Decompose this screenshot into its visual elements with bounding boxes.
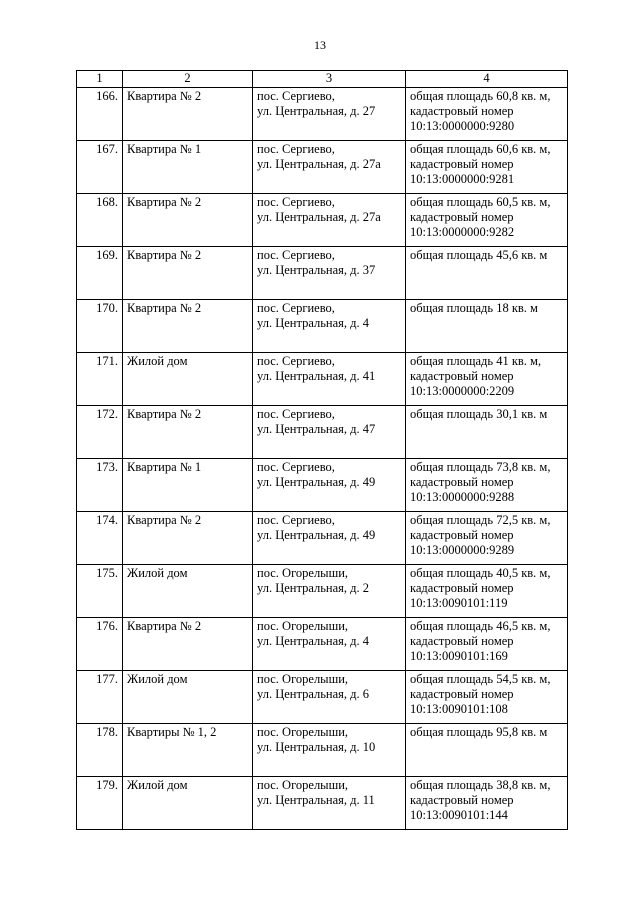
- address-cell: [253, 724, 406, 777]
- address-line: пос. Сергиево,: [257, 195, 335, 209]
- description-cell: [406, 618, 568, 671]
- description-line: 10:13:0000000:2209: [410, 384, 515, 398]
- table-row: [77, 618, 568, 671]
- description-line: кадастровый номер: [410, 528, 514, 542]
- description-line: 10:13:0000000:9282: [410, 225, 515, 239]
- address-cell: [253, 618, 406, 671]
- description-cell: [406, 88, 568, 141]
- description-line: общая площадь 46,5 кв. м,: [410, 619, 551, 633]
- description-line: 10:13:0000000:9281: [410, 172, 515, 186]
- description-cell: [406, 353, 568, 406]
- row-number: 169.: [77, 247, 123, 300]
- description-line: общая площадь 18 кв. м: [410, 301, 538, 315]
- header-row: [77, 71, 568, 88]
- row-number: 172.: [77, 406, 123, 459]
- object-name: Квартира № 2: [123, 512, 253, 565]
- address-line: ул. Центральная, д. 49: [257, 528, 376, 542]
- description-line: 10:13:0090101:108: [410, 702, 508, 716]
- address-line: ул. Центральная, д. 2: [257, 581, 370, 595]
- table-row: [77, 353, 568, 406]
- description-line: кадастровый номер: [410, 634, 514, 648]
- address-cell: [253, 777, 406, 830]
- table-row: [77, 194, 568, 247]
- address-cell: [253, 512, 406, 565]
- column-header-4: 4: [406, 71, 568, 88]
- description-line: 10:13:0000000:9289: [410, 543, 515, 557]
- address-line: пос. Сергиево,: [257, 407, 335, 421]
- address-line: ул. Центральная, д. 4: [257, 316, 370, 330]
- address-cell: [253, 671, 406, 724]
- description-line: кадастровый номер: [410, 793, 514, 807]
- description-line: кадастровый номер: [410, 369, 514, 383]
- table-row: [77, 777, 568, 830]
- description-line: 10:13:0000000:9288: [410, 490, 515, 504]
- object-name: Квартиры № 1, 2: [123, 724, 253, 777]
- object-name: Жилой дом: [123, 353, 253, 406]
- description-line: общая площадь 41 кв. м,: [410, 354, 542, 368]
- address-line: ул. Центральная, д. 11: [257, 793, 375, 807]
- description-line: кадастровый номер: [410, 475, 514, 489]
- address-line: ул. Центральная, д. 27а: [257, 210, 381, 224]
- row-number: 174.: [77, 512, 123, 565]
- description-line: общая площадь 60,6 кв. м,: [410, 142, 551, 156]
- table-row: [77, 88, 568, 141]
- address-line: ул. Центральная, д. 27а: [257, 157, 381, 171]
- description-line: 10:13:0000000:9280: [410, 119, 515, 133]
- row-number: 171.: [77, 353, 123, 406]
- table-body: [77, 88, 568, 830]
- description-cell: [406, 512, 568, 565]
- object-name: Жилой дом: [123, 777, 253, 830]
- table-row: [77, 671, 568, 724]
- address-line: пос. Сергиево,: [257, 248, 335, 262]
- row-number: 167.: [77, 141, 123, 194]
- description-cell: [406, 300, 568, 353]
- row-number: 175.: [77, 565, 123, 618]
- address-cell: [253, 565, 406, 618]
- address-cell: [253, 353, 406, 406]
- description-line: 10:13:0090101:144: [410, 808, 508, 822]
- description-line: общая площадь 60,5 кв. м,: [410, 195, 551, 209]
- address-cell: [253, 406, 406, 459]
- description-cell: [406, 406, 568, 459]
- object-name: Квартира № 2: [123, 618, 253, 671]
- row-number: 178.: [77, 724, 123, 777]
- description-line: общая площадь 60,8 кв. м,: [410, 89, 551, 103]
- description-cell: [406, 777, 568, 830]
- table-header: [77, 71, 568, 88]
- description-cell: [406, 141, 568, 194]
- column-header-1: 1: [77, 71, 123, 88]
- row-number: 177.: [77, 671, 123, 724]
- description-cell: [406, 247, 568, 300]
- property-table: [76, 70, 568, 830]
- description-cell: [406, 459, 568, 512]
- address-cell: [253, 194, 406, 247]
- address-cell: [253, 88, 406, 141]
- object-name: Квартира № 2: [123, 406, 253, 459]
- object-name: Жилой дом: [123, 671, 253, 724]
- description-line: кадастровый номер: [410, 581, 514, 595]
- description-cell: [406, 724, 568, 777]
- address-line: пос. Огорелыши,: [257, 725, 349, 739]
- table-row: [77, 141, 568, 194]
- row-number: 173.: [77, 459, 123, 512]
- table-row: [77, 512, 568, 565]
- address-cell: [253, 459, 406, 512]
- description-line: кадастровый номер: [410, 157, 514, 171]
- address-line: пос. Сергиево,: [257, 354, 335, 368]
- object-name: Квартира № 1: [123, 141, 253, 194]
- address-cell: [253, 141, 406, 194]
- column-header-3: 3: [253, 71, 406, 88]
- description-line: кадастровый номер: [410, 210, 514, 224]
- description-cell: [406, 671, 568, 724]
- table-row: [77, 565, 568, 618]
- row-number: 176.: [77, 618, 123, 671]
- description-line: кадастровый номер: [410, 687, 514, 701]
- table-row: [77, 724, 568, 777]
- object-name: Квартира № 2: [123, 247, 253, 300]
- object-name: Квартира № 2: [123, 194, 253, 247]
- address-line: пос. Сергиево,: [257, 142, 335, 156]
- address-line: пос. Огорелыши,: [257, 566, 349, 580]
- description-line: общая площадь 38,8 кв. м,: [410, 778, 551, 792]
- address-line: ул. Центральная, д. 37: [257, 263, 376, 277]
- table-row: [77, 300, 568, 353]
- address-line: ул. Центральная, д. 49: [257, 475, 376, 489]
- row-number: 166.: [77, 88, 123, 141]
- row-number: 179.: [77, 777, 123, 830]
- address-line: пос. Сергиево,: [257, 89, 335, 103]
- description-line: общая площадь 40,5 кв. м,: [410, 566, 551, 580]
- address-cell: [253, 300, 406, 353]
- description-line: 10:13:0090101:119: [410, 596, 508, 610]
- object-name: Квартира № 1: [123, 459, 253, 512]
- address-line: пос. Сергиево,: [257, 513, 335, 527]
- page-number: 13: [314, 38, 326, 52]
- object-name: Квартира № 2: [123, 88, 253, 141]
- address-line: пос. Огорелыши,: [257, 619, 349, 633]
- description-line: общая площадь 72,5 кв. м,: [410, 513, 551, 527]
- description-cell: [406, 194, 568, 247]
- address-line: ул. Центральная, д. 10: [257, 740, 376, 754]
- column-header-2: 2: [123, 71, 253, 88]
- address-cell: [253, 247, 406, 300]
- description-line: общая площадь 45,6 кв. м: [410, 248, 548, 262]
- row-number: 170.: [77, 300, 123, 353]
- description-line: кадастровый номер: [410, 104, 514, 118]
- description-line: общая площадь 54,5 кв. м,: [410, 672, 551, 686]
- address-line: пос. Огорелыши,: [257, 778, 349, 792]
- address-line: ул. Центральная, д. 27: [257, 104, 376, 118]
- description-line: общая площадь 73,8 кв. м,: [410, 460, 551, 474]
- description-line: общая площадь 95,8 кв. м: [410, 725, 548, 739]
- row-number: 168.: [77, 194, 123, 247]
- address-line: ул. Центральная, д. 4: [257, 634, 370, 648]
- table-row: [77, 459, 568, 512]
- description-line: общая площадь 30,1 кв. м: [410, 407, 548, 421]
- address-line: пос. Сергиево,: [257, 301, 335, 315]
- address-line: ул. Центральная, д. 41: [257, 369, 376, 383]
- table-row: [77, 247, 568, 300]
- address-line: пос. Огорелыши,: [257, 672, 349, 686]
- address-line: ул. Центральная, д. 47: [257, 422, 376, 436]
- address-line: пос. Сергиево,: [257, 460, 335, 474]
- object-name: Жилой дом: [123, 565, 253, 618]
- description-cell: [406, 565, 568, 618]
- object-name: Квартира № 2: [123, 300, 253, 353]
- description-line: 10:13:0090101:169: [410, 649, 508, 663]
- address-line: ул. Центральная, д. 6: [257, 687, 370, 701]
- table-row: [77, 406, 568, 459]
